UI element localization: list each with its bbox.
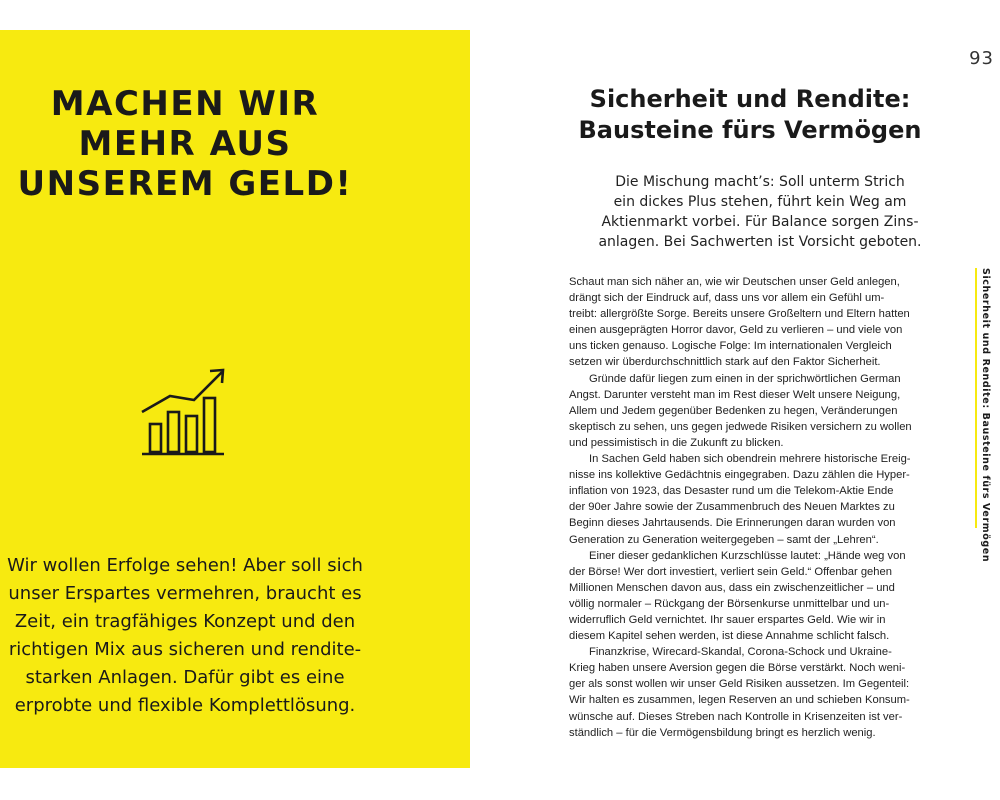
left-page [0, 30, 470, 768]
body-line: Schaut man sich näher an, wie wir Deutschen unser Geld anlegen, [569, 276, 900, 288]
body-line: Gründe dafür liegen zum einen in der sprichwörtlichen German [589, 372, 901, 385]
body-line: nisse ins kollektive Gedächtnis eingegraben. Dazu zählen die Hyper- [569, 469, 910, 482]
lead-line: Aktienmarkt vorbei. Für Balance sorgen Zins- [601, 214, 919, 230]
body-line: In Sachen Geld haben sich obendrein mehrere historische Ereig- [589, 453, 911, 466]
body-line: Einer dieser gedanklichen Kurzschlüsse lautet: „Hände weg von [589, 549, 906, 562]
body-line: Finanzkrise, Wirecard-Skandal, Corona-Schock und Ukraine- [589, 646, 892, 659]
body-line: widerruflich Geld vernichtet. Ihr sauer erspartes Geld. Wie wir in [569, 613, 886, 626]
intro-line: Wir wollen Erfolge sehen! Aber soll sich [7, 555, 363, 576]
lead-line: Die Mischung macht’s: Soll unterm Strich [615, 174, 905, 190]
body-line: Allem und Jedem gegenüber Bedenken zu hegen, Veränderungen [569, 404, 898, 417]
body-line: und pessimistisch in die Zukunft zu blicken. [569, 436, 784, 449]
body-line: drängt sich der Eindruck auf, dass uns vor allem ein Gefühl um- [569, 292, 885, 305]
chapter-title-line: MACHEN WIR [50, 84, 320, 124]
body-line: der 90er Jahre sowie der Zusammenbruch des Neuen Marktes zu [569, 501, 895, 514]
article-lead [590, 172, 930, 252]
article-body [569, 274, 941, 741]
body-line: diesem Kapitel sehen werden, ist diese Annahme schlicht falsch. [569, 630, 890, 643]
chapter-title-line: UNSEREM GELD! [17, 164, 353, 204]
article-title [548, 84, 952, 146]
page-number: 93 [969, 48, 994, 69]
body-line: der Börse! Wer dort investiert, verliert sein Geld.“ Offenbar gehen [569, 565, 892, 578]
body-line: Generation zu Generation weitergegeben – samt der „Lehren“. [569, 533, 879, 546]
body-line: Millionen Menschen davon aus, dass ein zwischenzeitlicher – und [569, 581, 895, 594]
intro-line: Zeit, ein tragfähiges Konzept und den [14, 611, 356, 632]
article-title-line: Sicherheit und Rendite: [589, 85, 911, 113]
body-line: uns ticken genauso. Logische Folge: Im internationalen Vergleich [569, 340, 892, 353]
running-head [975, 268, 1000, 563]
intro-line: richtigen Mix aus sicheren und rendite- [8, 639, 362, 660]
intro-line: unser Erspartes vermehren, braucht es [8, 583, 362, 604]
body-line: wünsche auf. Dieses Streben nach Kontrolle in Krisenzeiten ist ver- [569, 710, 903, 723]
body-line: skeptisch zu sehen, uns gegen jedwede Risiken versichern zu wollen [569, 420, 912, 433]
body-line: Beginn dieses Jahrtausends. Die Erinnerungen daran wurden von [569, 517, 896, 530]
body-line: Wir halten es zusammen, legen Reserven an und schieben Konsum- [569, 694, 910, 707]
chapter-title [0, 84, 370, 204]
lead-line: anlagen. Bei Sachwerten ist Vorsicht geboten. [598, 234, 922, 250]
lead-line: ein dickes Plus stehen, führt kein Weg am [613, 194, 907, 210]
growth-chart-icon [138, 338, 228, 458]
intro-line: starken Anlagen. Dafür gibt es eine [25, 667, 345, 688]
body-line: Angst. Darunter versteht man im Rest dieser Welt unsere Neigung, [569, 388, 901, 401]
body-line: völlig normaler – Rückgang der Börsenkurse unmittelbar und un- [569, 597, 890, 610]
body-line: setzen wir überdurchschnittlich stark auf den Faktor Sicherheit. [569, 356, 881, 369]
body-line: inflation von 1923, das Desaster rund um die Telekom-Aktie Ende [569, 485, 894, 498]
body-line: Krieg haben unsere Aversion gegen die Börse verstärkt. Noch weni- [569, 662, 906, 675]
article-title-line: Bausteine fürs Vermögen [578, 116, 922, 144]
body-line: einen ausgeprägten Horror davor, Geld zu verlieren – und viele von [569, 324, 903, 337]
body-line: treibt: allergrößte Sorge. Bereits unsere Großeltern und Eltern hatten [569, 308, 910, 321]
running-head-text: Sicherheit und Rendite: Bausteine fürs Vermögen [980, 268, 991, 563]
chapter-intro [0, 552, 370, 720]
body-line: ger als sonst wollen wir unser Geld Risiken aussetzen. Im Gegenteil: [569, 678, 910, 691]
body-line: ständlich – für die Vermögensbildung bringt es herzlich wenig. [569, 726, 876, 739]
chapter-title-line: MEHR AUS [78, 124, 292, 164]
intro-line: erprobte und flexible Komplettlösung. [14, 695, 356, 716]
